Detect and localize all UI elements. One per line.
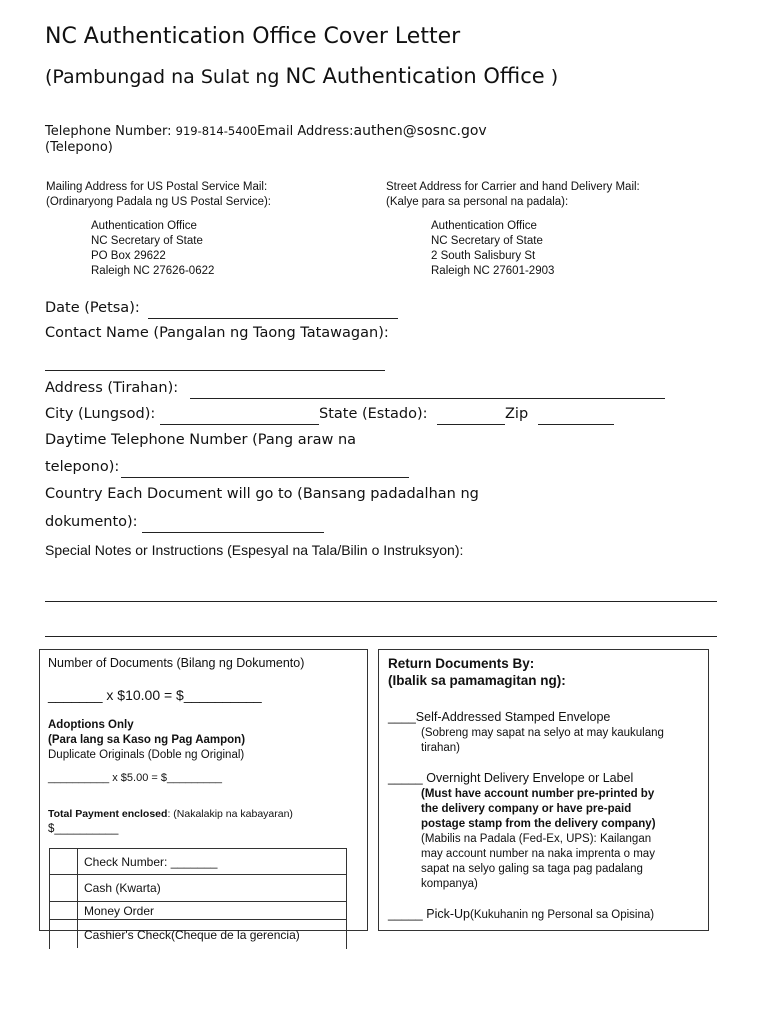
mailing-heading-tl: (Ordinaryong Padala ng US Postal Service): — [46, 196, 271, 208]
option-overnight[interactable]: _____ Overnight Delivery Envelope or Label — [388, 771, 634, 785]
subtitle-office: NC Authentication Office — [285, 64, 545, 88]
state-label: State (Estado): — [319, 406, 428, 422]
duplicate-calc[interactable]: __________ x $5.00 = $_________ — [48, 772, 223, 784]
adoptions-label-tl: (Para lang sa Kaso ng Pag Aampon) — [48, 734, 246, 746]
email-label: Email Address: — [257, 124, 354, 139]
mailing-line: PO Box 29622 — [91, 250, 166, 262]
method-money-order[interactable]: Money Order — [84, 904, 155, 918]
phone-translation: (Telepono) — [45, 140, 113, 155]
num-docs-calc[interactable]: _______ x $10.00 = $__________ — [48, 687, 262, 703]
notes-line-2[interactable] — [45, 636, 717, 637]
street-heading-tl: (Kalye para sa personal na padala): — [386, 196, 569, 208]
total-payment — [48, 808, 293, 820]
option-pickup[interactable] — [388, 907, 654, 921]
mailing-address — [91, 219, 214, 279]
pickup-translation: (Kukuhanin ng Personal sa Opisina) — [470, 909, 655, 921]
notes-line-1[interactable] — [45, 601, 717, 602]
adoptions-label: Adoptions Only — [48, 719, 134, 731]
overnight-details — [421, 787, 656, 892]
contact-name-field[interactable] — [45, 370, 385, 371]
num-docs-label: Number of Documents (Bilang ng Dokumento) — [48, 656, 305, 670]
street-line: Raleigh NC 27601-2903 — [431, 265, 555, 277]
daytime-phone-label: Daytime Telephone Number (Pang araw na — [45, 432, 357, 448]
zip-label: Zip — [505, 406, 529, 422]
mailing-line: NC Secretary of State — [91, 235, 203, 247]
street-line: 2 South Salisbury St — [431, 250, 536, 262]
street-heading: Street Address for Carrier and hand Delivery Mail: — [386, 181, 640, 193]
overnight-line: (Mabilis na Padala (Fed-Ex, UPS): Kailangan — [421, 833, 652, 845]
page-subtitle — [45, 64, 558, 88]
overnight-line: (Must have account number pre-printed by — [421, 788, 655, 800]
phone-label: Telephone Number: — [45, 124, 176, 139]
total-field[interactable]: $__________ — [48, 823, 119, 835]
option-sase[interactable]: ____Self-Addressed Stamped Envelope — [388, 710, 611, 724]
page-title: NC Authentication Office Cover Letter — [45, 24, 461, 49]
daytime-phone-field[interactable] — [121, 477, 409, 478]
method-cashiers-check[interactable]: Cashier's Check(Cheque de la gerencia) — [84, 928, 300, 942]
street-line: Authentication Office — [431, 220, 537, 232]
mailing-heading: Mailing Address for US Postal Service Mail: — [46, 181, 268, 193]
overnight-line: postage stamp from the delivery company) — [421, 818, 656, 830]
sase-tl-line: (Sobreng may sapat na selyo at may kaukulang — [421, 727, 664, 739]
mailing-line: Raleigh NC 27626-0622 — [91, 265, 215, 277]
country-label: Country Each Document will go to (Bansang padadalhan ng — [45, 486, 479, 502]
mailing-line: Authentication Office — [91, 220, 197, 232]
row-divider — [49, 874, 346, 875]
row-divider — [49, 919, 346, 920]
date-field[interactable] — [148, 318, 398, 319]
duplicate-label: Duplicate Originals (Doble ng Original) — [48, 749, 245, 761]
pickup-label: _____ Pick-Up — [388, 907, 470, 921]
overnight-line: kompanya) — [421, 878, 478, 890]
subtitle-prefix: (Pambungad na Sulat ng — [45, 66, 286, 88]
notes-label: Special Notes or Instructions (Espesyal na Tala/Bilin o Instruksyon): — [45, 542, 464, 558]
country-label-2: dokumento): — [45, 514, 138, 530]
street-address — [431, 219, 554, 279]
method-cash[interactable]: Cash (Kwarta) — [84, 881, 161, 895]
return-heading-tl: (Ibalik sa pamamagitan ng): — [388, 673, 566, 688]
sase-translation — [421, 726, 664, 756]
contact-line — [45, 123, 487, 139]
subtitle-suffix: ) — [544, 66, 559, 88]
overnight-line: the delivery company or have pre-paid — [421, 803, 632, 815]
contact-name-label: Contact Name (Pangalan ng Taong Tatawagan): — [45, 325, 389, 341]
address-field[interactable] — [190, 398, 665, 399]
return-heading: Return Documents By: — [388, 656, 535, 671]
daytime-phone-label-2: telepono): — [45, 459, 120, 475]
overnight-line: sapat na selyo galing sa taga pag padalang — [421, 863, 643, 875]
total-label-tl: : (Nakalakip na kabayaran) — [167, 808, 293, 820]
country-field[interactable] — [142, 532, 324, 533]
zip-field[interactable] — [538, 424, 614, 425]
city-field[interactable] — [160, 424, 319, 425]
address-label: Address (Tirahan): — [45, 380, 179, 396]
date-label: Date (Petsa): — [45, 300, 140, 316]
email-value: authen@sosnc.gov — [353, 123, 487, 139]
phone-value: 919-814-5400 — [175, 124, 258, 138]
method-check[interactable]: Check Number: _______ — [84, 855, 218, 869]
total-label: Total Payment enclosed — [48, 808, 168, 820]
state-field[interactable] — [437, 424, 505, 425]
overnight-line: may account number na naka imprenta o may — [421, 848, 655, 860]
checkbox-column — [77, 848, 78, 948]
sase-tl-line: tirahan) — [421, 742, 460, 754]
city-label: City (Lungsod): — [45, 406, 156, 422]
row-divider — [49, 901, 346, 902]
street-line: NC Secretary of State — [431, 235, 543, 247]
